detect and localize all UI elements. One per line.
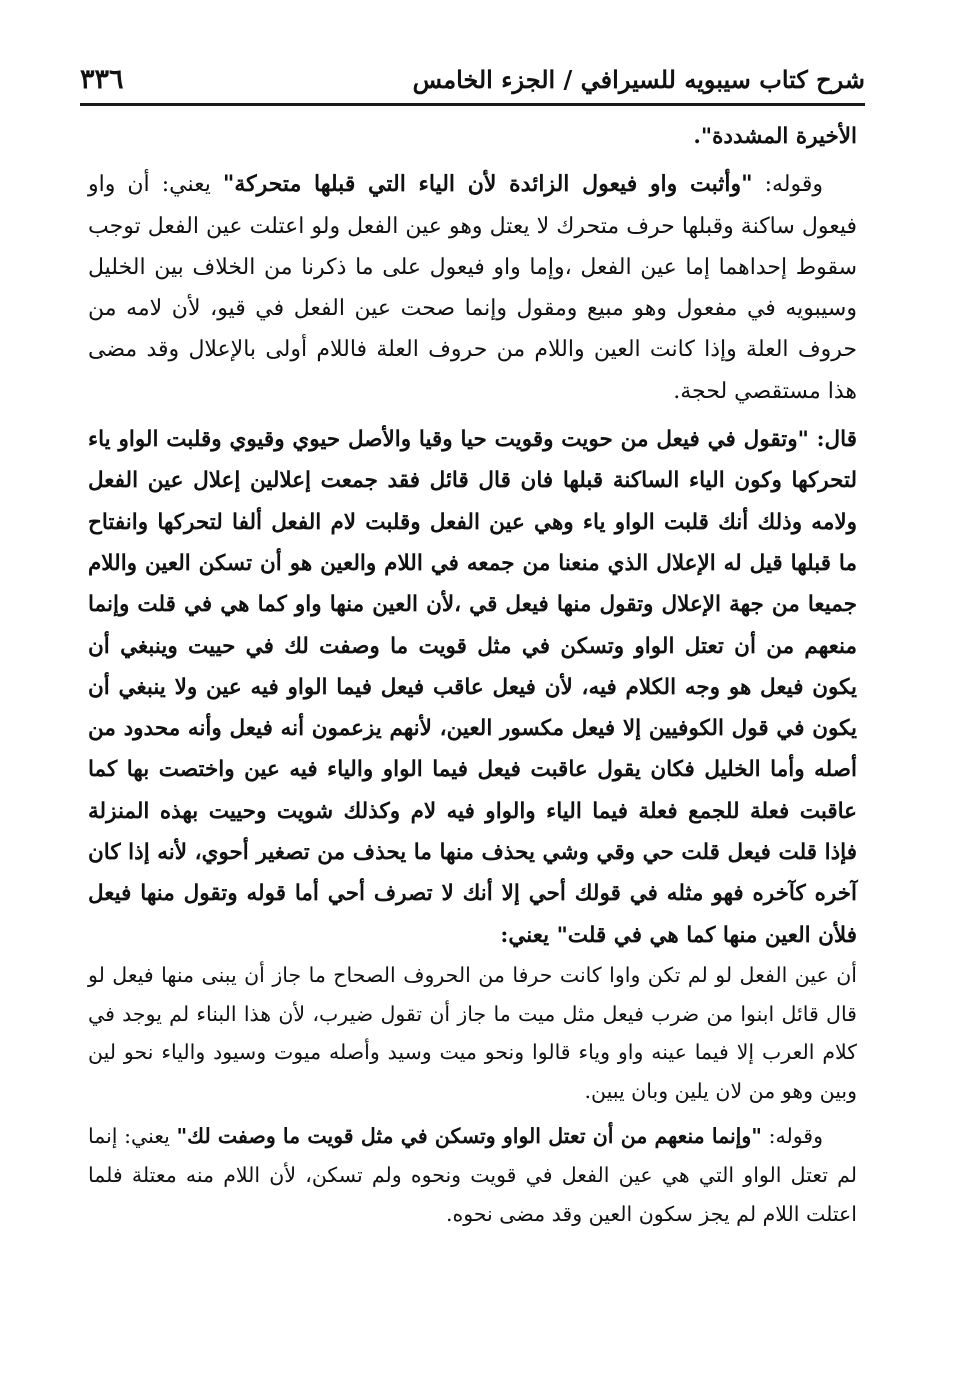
running-title: شرح كتاب سيبويه للسيرافي / الجزء الخامس	[412, 64, 865, 94]
paragraph-5-quote: "وإنما منعهم من أن تعتل الواو وتسكن في مثل قويت ما وصفت لك"	[176, 1124, 762, 1149]
paragraph-3-text: قال: "وتقول في فيعل من حويت وقويت حيا وقيا والأصل حيوي وقيوي وقلبت الواو ياء لتحركها وكون الياء الساكنة قبلها فان قال قائل فقد جمعت إعلالين إعلال عين الفعل ولامه وذلك أنك قلبت الواو ياء وهي عين الفعل وقلبت لام الفعل ألفا لتحركها وانفتاح ما قبلها قيل له الإعلال الذي منعنا من جمعه في اللام والعين هو أن تسكن العين واللام جميعا من جهة الإعلال وتقول منها فيعل قي ،لأن العين منها واو كما هي في قلت وإنما منعهم من أن تعتل الواو وتسكن في مثل قويت ما وصفت لك في حييت وينبغي أن يكون فيعل هو وجه الكلام فيه، لأن فيعل عاقب فيعل فيما الواو فيه عين ولا ينبغي أن يكون في قول الكوفيين إلا فيعل مكسور العين، لأنهم يزعمون أنه فيعل وأنه محدود من أصله وأما الخليل فكان يقول عاقبت فيعل فيما الواو والياء فيه عين واختصت بها كما عاقبت فعلة للجمع فعلة فيما الياء والواو فيه لام وكذلك شويت وحييت بهذه المنزلة فإذا قلت فيعل قلت حي وقي وشي يحذف منها ما يحذف من تصغير أحوي، لأنه إذا كان آخره كآخره فهو مثله في قولك أحي إلا أنك لا تصرف أحي أما قوله وتقول منها فيعل فلأن العين منها كما هي في قلت" يعني:	[88, 427, 857, 948]
paragraph-5-text: يعني: إنما لم تعتل الواو التي هي عين الفعل في قويت ونحوه ولم تسكن، لأن اللام منه معتلة فلما اعتلت اللام لم يجز سكون العين وقد مضى نحوه.	[88, 1124, 857, 1226]
paragraph-3	[88, 419, 857, 956]
page-header	[80, 55, 865, 106]
paragraph-2-lead: وقوله:	[752, 172, 823, 198]
body-text	[88, 116, 857, 1233]
paragraph-2	[88, 164, 857, 412]
paragraph-2-quote: "وأثبت واو فيعول الزائدة لأن الياء التي قبلها متحركة"	[222, 171, 753, 198]
paragraph-4	[88, 956, 857, 1110]
paragraph-5-lead: وقوله:	[761, 1124, 823, 1149]
page-number: ٣٣٦	[80, 63, 124, 95]
paragraph-4-text: أن عين الفعل لو لم تكن واوا كانت حرفا من الحروف الصحاح ما جاز أن يبنى منها فيعل لو قال قائل ابنوا من ضرب فيعل مثل ميت ما جاز أن تقول ضيرب، لأن هذا البناء لم يوجد في كلام العرب إلا فيما عينه واو وياء قالوا ونحو ميت وسيد وأصله ميوت وسيود والياء نحو لين وبين وهو من لان يلين وبان يبين.	[88, 962, 857, 1103]
paragraph-5	[88, 1117, 857, 1233]
paragraph-1-text: الأخيرة المشددة".	[693, 124, 857, 149]
paragraph-1	[88, 116, 857, 157]
paragraph-2-text: يعني: أن واو فيعول ساكنة وقبلها حرف متحرك لا يعتل وهو عين الفعل ولو اعتلت عين الفعل توجب سقوط إحداهما إما عين الفعل ،وإما واو فيعول على ما ذكرنا من الخلاف بين الخليل وسيبويه في مفعول وهو مبيع ومقول وإنما صحت عين الفعل في قيو، لأن لامه من حروف العلة وإذا كانت العين واللام من حروف العلة فاللام أولى بالإعلال وقد مضى هذا مستقصي لحجة.	[88, 172, 858, 404]
